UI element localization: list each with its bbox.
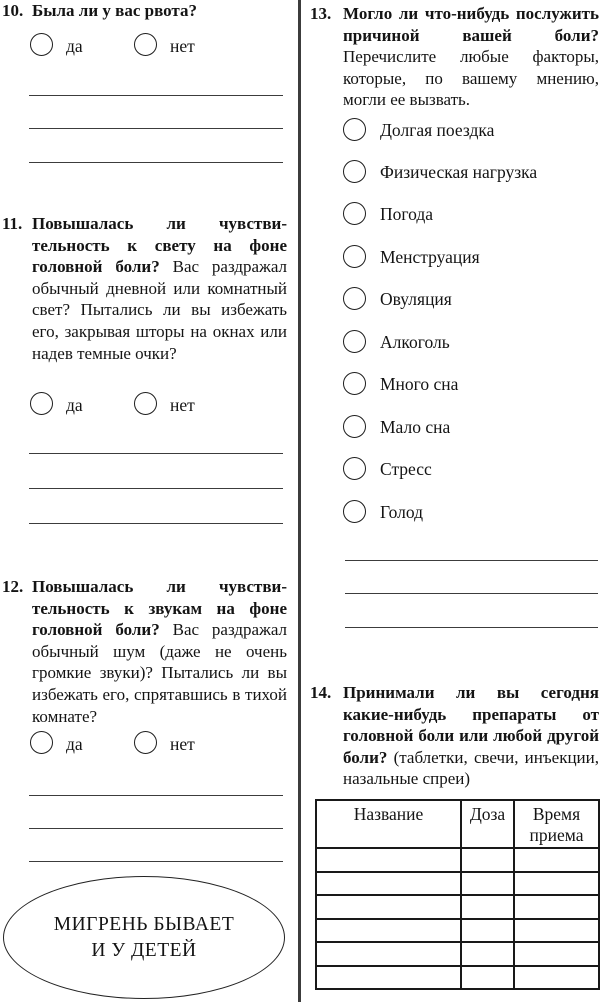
question-12-text [32,576,287,727]
question-13-body: Перечислите любые факторы, которые, по вашему мнению, могли ее вызвать. [343,47,599,110]
write-line[interactable] [29,95,283,96]
trigger-label: Менструация [380,247,480,267]
trigger-option-2[interactable] [343,160,537,183]
q10-no-option[interactable] [134,33,195,56]
q10-yes-option[interactable] [30,33,134,56]
table-cell[interactable] [461,919,514,943]
table-cell[interactable] [316,966,461,990]
question-14-number: 14. [310,683,332,702]
q11-no-option[interactable] [134,392,195,415]
question-12-number: 12. [2,577,24,596]
write-line[interactable] [345,560,598,561]
trigger-option-8[interactable] [343,415,450,438]
write-line[interactable] [29,523,283,524]
q10-answer-row [30,33,195,56]
trigger-label: Много сна [380,374,459,394]
trigger-label: Стресс [380,459,432,479]
trigger-option-3[interactable] [343,202,433,225]
table-cell[interactable] [461,942,514,966]
table-cell[interactable] [514,942,599,966]
trigger-radio-icon[interactable] [343,118,366,141]
question-12 [2,576,287,727]
question-10-title: Была ли у вас рвота? [32,1,197,20]
radio-circle-icon[interactable] [134,33,157,56]
table-header-1: Название [316,800,461,848]
table-cell[interactable] [316,848,461,872]
question-10-text [32,0,287,22]
write-line[interactable] [29,162,283,163]
write-line[interactable] [345,627,598,628]
trigger-label: Погода [380,204,434,224]
question-11-text [32,213,287,364]
question-14-body: (таблетки, свечи, инъекции, назальные спреи) [343,747,599,789]
question-11-number: 11. [2,214,23,233]
trigger-label: Алкоголь [380,332,450,352]
question-11-body: Вас раздражал обычный дневной или комнатный свет? Пытались ли вы избежать его, закрывая шторы на окнах или надев темные очки? [32,257,288,363]
q11-yes-option[interactable] [30,392,134,415]
radio-circle-icon[interactable] [30,392,53,415]
trigger-radio-icon[interactable] [343,372,366,395]
trigger-option-7[interactable] [343,372,458,395]
trigger-radio-icon[interactable] [343,457,366,480]
q11-answer-row [30,392,195,415]
table-header-row [316,800,599,848]
trigger-radio-icon[interactable] [343,287,366,310]
radio-circle-icon[interactable] [134,731,157,754]
trigger-label: Мало сна [380,417,451,437]
no-label: нет [170,36,195,56]
column-divider [298,0,301,1002]
trigger-option-4[interactable] [343,245,480,268]
table-cell[interactable] [514,966,599,990]
trigger-radio-icon[interactable] [343,245,366,268]
radio-circle-icon[interactable] [30,33,53,56]
no-label: нет [170,395,195,415]
table-row [316,872,599,896]
trigger-label: Долгая поездка [380,120,495,140]
yes-label: да [66,734,83,754]
table-row [316,942,599,966]
table-cell[interactable] [514,919,599,943]
trigger-label: Овуляция [380,289,452,309]
trigger-option-1[interactable] [343,118,494,141]
trigger-option-5[interactable] [343,287,452,310]
trigger-option-6[interactable] [343,330,450,353]
write-line[interactable] [29,488,283,489]
table-row [316,895,599,919]
table-cell[interactable] [316,919,461,943]
question-10-number: 10. [2,1,24,20]
write-line[interactable] [29,861,283,862]
migraine-note-oval [3,876,285,999]
table-cell[interactable] [514,872,599,896]
question-11-title: Повышалась ли чувствительность к свету на фоне головной боли? [32,214,287,277]
trigger-label: Физическая нагрузка [380,162,538,182]
question-12-title: Повышалась ли чувствительность к звукам на фоне головной боли? [32,577,287,640]
yes-label: да [66,36,83,56]
table-cell[interactable] [461,895,514,919]
table-cell[interactable] [316,942,461,966]
q12-yes-option[interactable] [30,731,134,754]
trigger-label: Голод [380,502,423,522]
migraine-note-text [54,912,235,964]
question-10 [2,0,287,22]
write-line[interactable] [29,128,283,129]
medication-table [315,799,600,990]
radio-circle-icon[interactable] [134,392,157,415]
trigger-radio-icon[interactable] [343,415,366,438]
question-13 [310,3,599,111]
table-row [316,919,599,943]
table-cell[interactable] [316,872,461,896]
write-line[interactable] [29,453,283,454]
yes-label: да [66,395,83,415]
question-14-title: Принимали ли вы сегодня какие-нибудь препараты от головной боли или любой другой боли? [343,683,599,767]
no-label: нет [170,734,195,754]
medication-table-body [316,800,599,989]
trigger-radio-icon[interactable] [343,160,366,183]
migraine-note-line1: МИГРЕНЬ БЫВАЕТ [53,913,235,935]
q12-no-option[interactable] [134,731,195,754]
write-line[interactable] [345,593,598,594]
q12-answer-row [30,731,195,754]
table-cell[interactable] [514,895,599,919]
table-row [316,966,599,990]
question-12-body: Вас раздражал обычный шум (даже не очень громкие звуки)? Пытались ли вы избежать его, спрятавшись в тихой комнате? [32,620,288,726]
question-11 [2,213,287,364]
trigger-option-9[interactable] [343,457,432,480]
trigger-radio-icon[interactable] [343,500,366,523]
table-cell[interactable] [461,872,514,896]
table-header-3: Время приема [514,800,599,848]
table-row [316,848,599,872]
write-line[interactable] [29,828,283,829]
table-cell[interactable] [514,848,599,872]
migraine-note-line2: И У ДЕТЕЙ [91,939,197,961]
table-cell[interactable] [316,895,461,919]
question-13-text [343,3,599,111]
question-14 [310,682,599,790]
table-header-2: Доза [461,800,514,848]
trigger-option-10[interactable] [343,500,423,523]
write-line[interactable] [29,795,283,796]
trigger-radio-icon[interactable] [343,330,366,353]
trigger-radio-icon[interactable] [343,202,366,225]
question-13-title: Могло ли что-нибудь послужить причиной вашей боли? [343,4,599,45]
radio-circle-icon[interactable] [30,731,53,754]
question-13-number: 13. [310,4,332,23]
table-cell[interactable] [461,966,514,990]
question-14-text [343,682,599,790]
table-cell[interactable] [461,848,514,872]
